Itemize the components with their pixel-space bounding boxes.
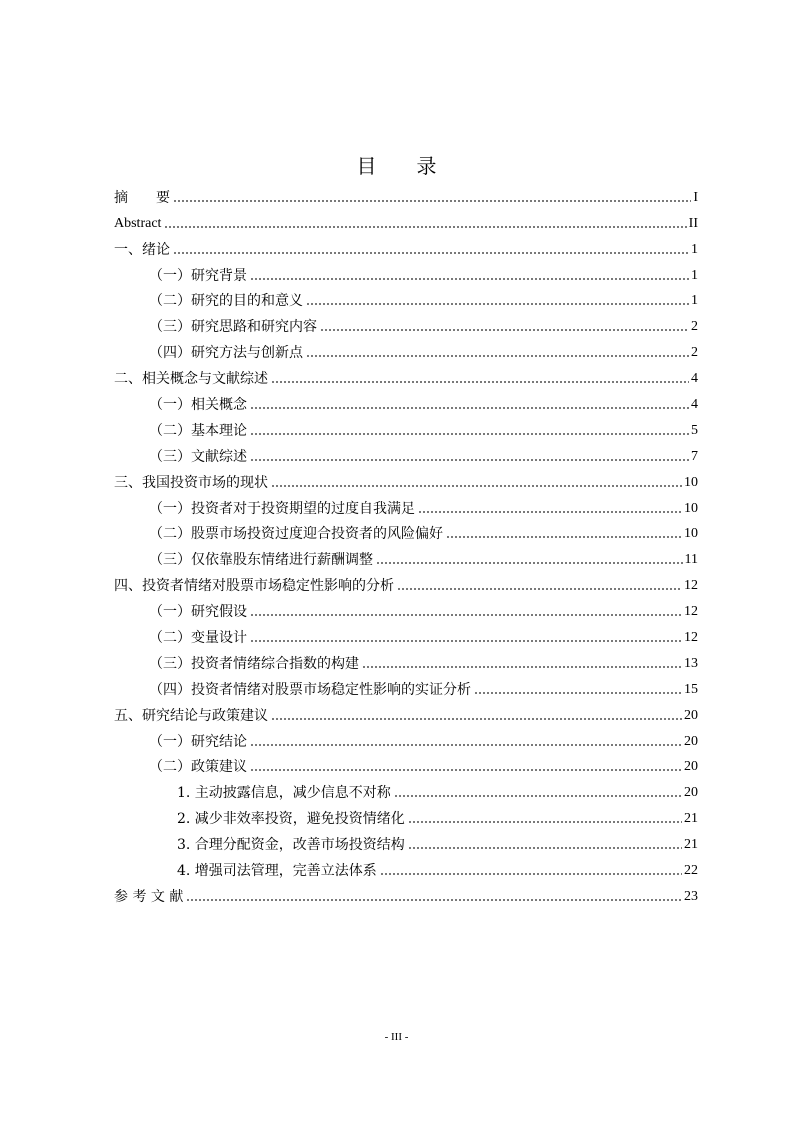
toc-entry-page: 11	[684, 552, 698, 568]
toc-dot-leader	[186, 898, 682, 902]
toc-entry-page: 4	[691, 371, 698, 387]
toc-entry-label: （二）变量设计	[149, 630, 247, 647]
toc-dot-leader	[271, 380, 689, 384]
toc-entry[interactable]	[114, 311, 698, 337]
toc-entry-label: 3. 合理分配资金，改善市场投资结构	[177, 837, 405, 854]
toc-entry-page: 10	[684, 474, 698, 490]
toc-entry[interactable]	[114, 596, 698, 622]
toc-entry-label: 2. 减少非效率投资，避免投资情绪化	[177, 811, 405, 828]
toc-entry-label: （三）文献综述	[149, 448, 247, 465]
toc-dot-leader	[250, 406, 689, 410]
toc-entry[interactable]	[114, 700, 698, 726]
toc-entry-page: 2	[691, 345, 698, 361]
toc-dot-leader	[250, 639, 682, 643]
toc-entry[interactable]	[114, 441, 698, 467]
toc-dot-leader	[250, 277, 689, 281]
toc-entry-page: II	[688, 215, 698, 231]
toc-entry-label: （三）仅依靠股东情绪进行薪酬调整	[149, 552, 373, 569]
toc-entry[interactable]	[114, 363, 698, 389]
toc-entry[interactable]	[114, 881, 698, 907]
toc-entry-label: 三、我国投资市场的现状	[114, 474, 268, 491]
toc-entry-page: 4	[691, 397, 698, 413]
toc-dot-leader	[271, 717, 682, 721]
toc-entry-page: 1	[691, 293, 698, 309]
toc-entry-page: 10	[684, 500, 698, 516]
toc-entry[interactable]	[114, 622, 698, 648]
toc-entry-label: 二、相关概念与文献综述	[114, 371, 268, 388]
toc-entry-label: 1. 主动披露信息，减少信息不对称	[177, 785, 391, 802]
toc-entry-page: 12	[684, 630, 698, 646]
toc-dot-leader	[418, 510, 682, 514]
toc-entry-label: 一、绪论	[114, 241, 170, 258]
toc-entry-page: 12	[684, 604, 698, 620]
table-of-contents	[114, 182, 698, 907]
toc-entry-page: 21	[684, 837, 698, 853]
toc-dot-leader	[164, 225, 686, 229]
toc-entry-label: （一）研究结论	[149, 733, 247, 750]
toc-entry-page: 2	[691, 319, 698, 335]
toc-entry[interactable]	[114, 855, 698, 881]
toc-entry-page: 12	[684, 578, 698, 594]
toc-dot-leader	[306, 354, 689, 358]
toc-dot-leader	[446, 535, 682, 539]
toc-entry[interactable]	[114, 208, 698, 234]
toc-entry-label: 摘 要	[114, 189, 170, 206]
toc-entry[interactable]	[114, 829, 698, 855]
toc-entry[interactable]	[114, 752, 698, 778]
toc-entry-label: （一）研究背景	[149, 267, 247, 284]
toc-entry-page: 22	[684, 863, 698, 879]
toc-entry-page: I	[693, 189, 698, 205]
toc-dot-leader	[250, 743, 682, 747]
toc-entry[interactable]	[114, 337, 698, 363]
toc-entry-page: 23	[684, 888, 698, 904]
toc-entry-label: （三）投资者情绪综合指数的构建	[149, 655, 359, 672]
toc-dot-leader	[397, 587, 682, 591]
toc-entry-page: 1	[691, 267, 698, 283]
toc-entry-label: （二）政策建议	[149, 759, 247, 776]
toc-entry-label: 五、研究结论与政策建议	[114, 707, 268, 724]
toc-entry[interactable]	[114, 234, 698, 260]
toc-dot-leader	[394, 794, 682, 798]
toc-dot-leader	[320, 328, 689, 332]
toc-entry[interactable]	[114, 286, 698, 312]
toc-entry[interactable]	[114, 570, 698, 596]
toc-dot-leader	[474, 691, 682, 695]
toc-entry[interactable]	[114, 777, 698, 803]
toc-entry-page: 7	[691, 448, 698, 464]
toc-entry-label: （四）研究方法与创新点	[149, 345, 303, 362]
toc-dot-leader	[250, 768, 682, 772]
toc-entry[interactable]	[114, 519, 698, 545]
page-number: - III -	[384, 1031, 409, 1043]
toc-entry[interactable]	[114, 803, 698, 829]
toc-entry-label: Abstract	[114, 215, 162, 231]
toc-entry-page: 10	[684, 526, 698, 542]
toc-entry[interactable]	[114, 415, 698, 441]
toc-entry-page: 21	[684, 811, 698, 827]
toc-entry[interactable]	[114, 544, 698, 570]
toc-entry-label: （三）研究思路和研究内容	[149, 319, 317, 336]
toc-entry-page: 5	[691, 422, 698, 438]
toc-dot-leader	[271, 484, 682, 488]
toc-entry-page: 1	[691, 241, 698, 257]
toc-entry-page: 15	[684, 681, 698, 697]
toc-dot-leader	[362, 665, 682, 669]
toc-entry-label: （一）投资者对于投资期望的过度自我满足	[149, 500, 415, 517]
toc-dot-leader	[408, 846, 682, 850]
page-title: 目 录	[356, 154, 437, 178]
toc-entry-page: 20	[684, 733, 698, 749]
toc-entry-label: （二）基本理论	[149, 422, 247, 439]
toc-entry[interactable]	[114, 726, 698, 752]
toc-dot-leader	[408, 820, 682, 824]
toc-entry-label: 4. 增强司法管理，完善立法体系	[177, 863, 377, 880]
toc-dot-leader	[380, 872, 682, 876]
toc-entry-label: （二）研究的目的和意义	[149, 293, 303, 310]
toc-entry-label: 参 考 文 献	[114, 888, 184, 905]
toc-entry-page: 13	[684, 655, 698, 671]
toc-dot-leader	[250, 432, 689, 436]
toc-entry-label: （四）投资者情绪对股票市场稳定性影响的实证分析	[149, 681, 471, 698]
toc-entry-page: 20	[684, 759, 698, 775]
toc-dot-leader	[173, 199, 691, 203]
toc-entry[interactable]	[114, 467, 698, 493]
toc-entry-label: （一）研究假设	[149, 604, 247, 621]
toc-entry-label: （二）股票市场投资过度迎合投资者的风险偏好	[149, 526, 443, 543]
toc-dot-leader	[250, 458, 689, 462]
toc-entry[interactable]	[114, 260, 698, 286]
toc-dot-leader	[250, 613, 682, 617]
toc-entry[interactable]	[114, 389, 698, 415]
toc-entry-page: 20	[684, 707, 698, 723]
toc-entry[interactable]	[114, 648, 698, 674]
toc-entry-page: 20	[684, 785, 698, 801]
toc-entry[interactable]	[114, 674, 698, 700]
toc-dot-leader	[173, 251, 689, 255]
toc-dot-leader	[306, 302, 689, 306]
toc-entry[interactable]	[114, 182, 698, 208]
toc-entry-label: 四、投资者情绪对股票市场稳定性影响的分析	[114, 578, 394, 595]
toc-entry-label: （一）相关概念	[149, 397, 247, 414]
toc-entry[interactable]	[114, 493, 698, 519]
toc-dot-leader	[376, 561, 683, 565]
